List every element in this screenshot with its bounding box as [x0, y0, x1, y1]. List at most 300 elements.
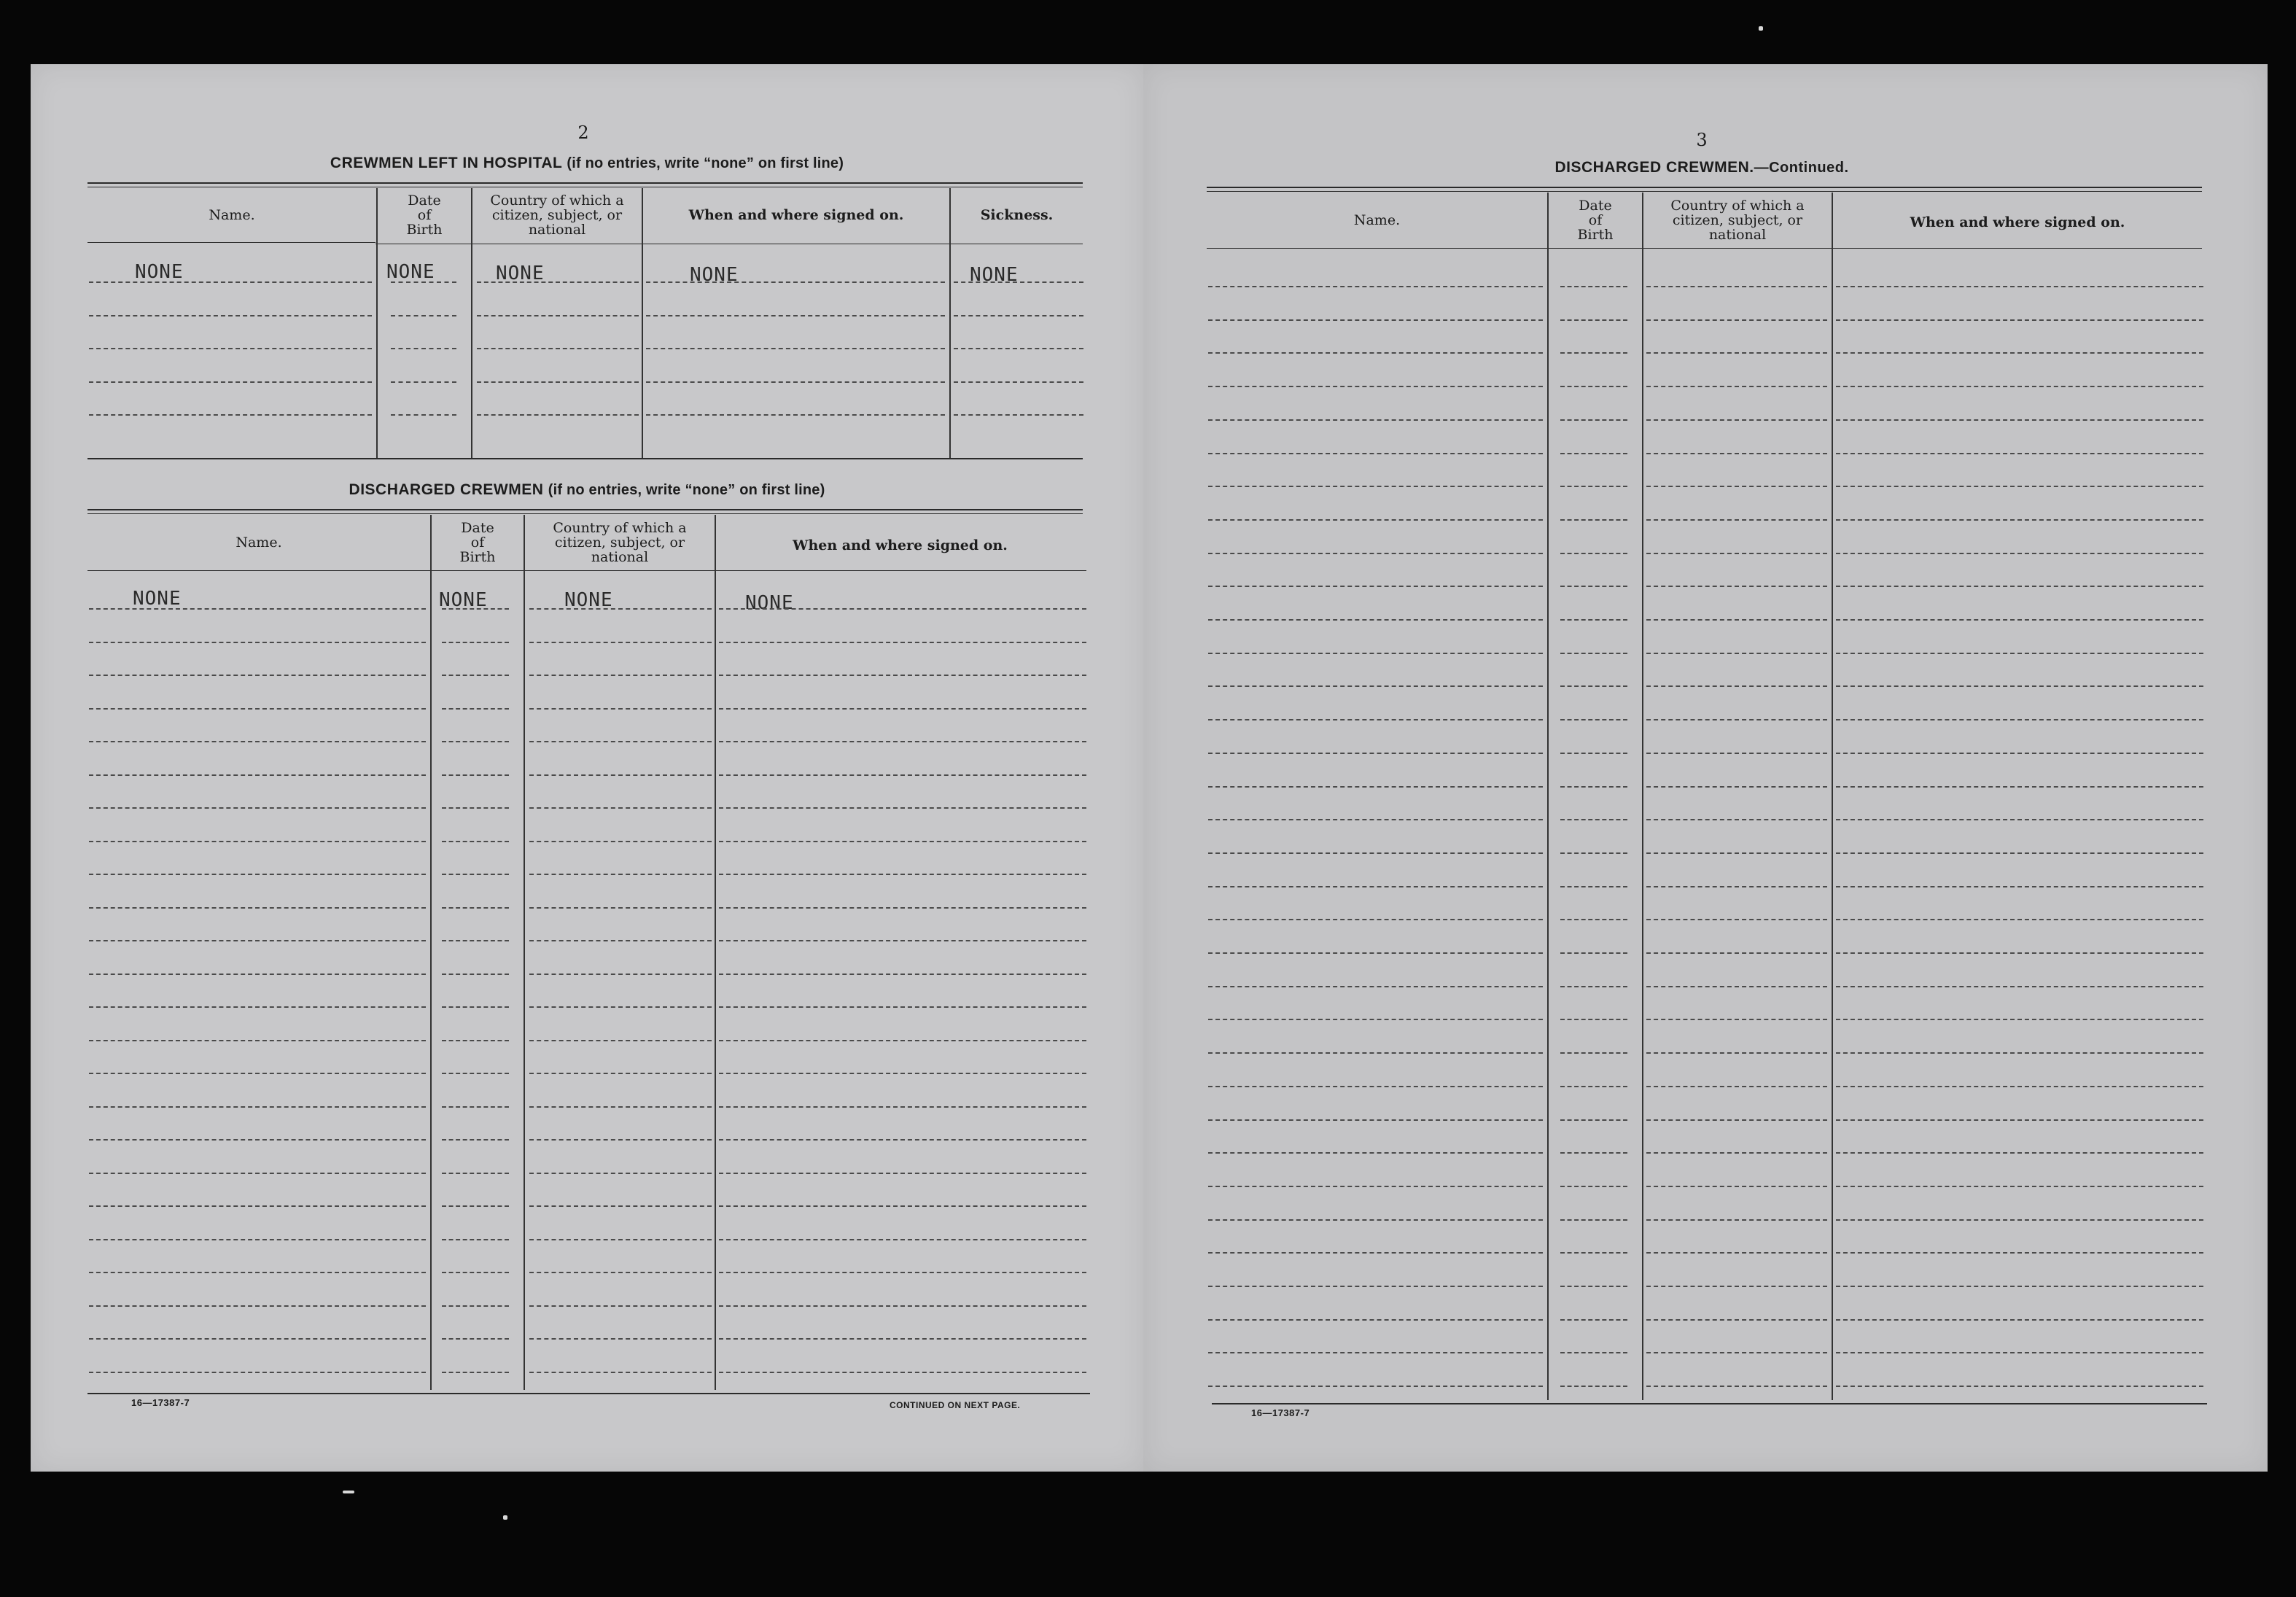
right-title-suffix: —Continued.	[1754, 160, 1849, 176]
discharged-top-rule-2	[87, 513, 1083, 514]
entry-line	[89, 675, 426, 676]
entry-line	[1836, 1219, 2203, 1221]
entry-line	[529, 774, 712, 776]
entry-line	[529, 1173, 712, 1174]
entry-line	[1646, 1152, 1827, 1154]
entry-line	[1208, 553, 1543, 554]
entry-line	[1836, 1019, 2203, 1020]
entry-line	[442, 708, 509, 710]
entry-line	[1560, 1052, 1627, 1054]
entry-line	[89, 940, 426, 941]
entry-line	[1560, 1319, 1627, 1321]
entry-line	[89, 841, 426, 842]
entry-line	[1836, 453, 2203, 454]
entry-line	[1560, 286, 1627, 287]
hospital-section-title	[330, 155, 844, 172]
entry-line	[1836, 286, 2203, 287]
entry-line	[1208, 352, 1543, 354]
entry-line	[1208, 386, 1543, 387]
hospital-bottom-rule	[87, 458, 1083, 459]
dust-speck	[1759, 26, 1763, 31]
entry-line	[1208, 286, 1543, 287]
entry-line	[1836, 1152, 2203, 1154]
entry-line	[529, 1372, 712, 1373]
entry-line	[442, 1139, 509, 1141]
entry-line	[442, 1305, 509, 1307]
entry-line	[89, 1139, 426, 1141]
entry-line	[954, 414, 1083, 416]
entry-line	[1560, 319, 1627, 321]
entry-line	[1560, 819, 1627, 820]
right-header-dob: Date of Birth	[1577, 198, 1614, 243]
entry-line	[719, 907, 1086, 909]
entry-line	[719, 1305, 1086, 1307]
entry-line	[719, 708, 1086, 710]
entry-line	[1208, 1152, 1543, 1154]
discharged-col-divider	[430, 515, 432, 1390]
entry-line	[954, 348, 1083, 349]
entry-line	[954, 281, 1083, 283]
entry-line	[442, 841, 509, 842]
entry-line	[1208, 1186, 1543, 1187]
entry-line	[1836, 886, 2203, 887]
entry-line	[89, 1272, 426, 1273]
entry-line	[89, 1106, 426, 1108]
entry-line	[1836, 653, 2203, 654]
entry-line	[1646, 1286, 1827, 1287]
dust-speck	[343, 1491, 354, 1493]
entry-line	[1208, 919, 1543, 920]
entry-line	[1208, 486, 1543, 487]
entry-line	[719, 675, 1086, 676]
entry-line	[1836, 1352, 2203, 1353]
entry-line	[1836, 419, 2203, 421]
entry-line	[1646, 1119, 1827, 1121]
entry-line	[529, 974, 712, 975]
right-header-name: Name.	[1353, 212, 1401, 228]
hospital-entry-sickness: NONE	[970, 264, 1019, 286]
page-number-right: 3	[1696, 130, 1708, 150]
entry-line	[89, 774, 426, 776]
discharged-top-rule	[87, 509, 1083, 510]
entry-line	[1836, 685, 2203, 687]
hospital-header-when-where: When and where signed on.	[688, 207, 904, 223]
entry-line	[529, 741, 712, 742]
entry-line	[1208, 519, 1543, 521]
entry-line	[1560, 952, 1627, 954]
entry-line	[719, 774, 1086, 776]
right-col-divider	[1547, 193, 1549, 1400]
entry-line	[477, 281, 639, 283]
entry-line	[391, 281, 456, 283]
entry-line	[646, 348, 945, 349]
entry-line	[529, 1272, 712, 1273]
entry-line	[89, 1338, 426, 1340]
entry-line	[1208, 1286, 1543, 1287]
entry-line	[89, 974, 426, 975]
entry-line	[1560, 986, 1627, 987]
entry-line	[1836, 753, 2203, 754]
entry-line	[1560, 719, 1627, 720]
entry-line	[442, 675, 509, 676]
entry-line	[442, 1272, 509, 1273]
entry-line	[442, 1372, 509, 1373]
entry-line	[719, 1106, 1086, 1108]
hospital-title-note: (if no entries, write “none” on first line)	[567, 155, 844, 171]
entry-line	[1208, 1052, 1543, 1054]
entry-line	[1208, 319, 1543, 321]
hospital-header-name: Name.	[209, 207, 255, 223]
entry-line	[1836, 319, 2203, 321]
entry-line	[719, 608, 1086, 610]
entry-line	[646, 281, 945, 283]
discharged-entry-dob: NONE	[439, 589, 488, 611]
entry-line	[1836, 1052, 2203, 1054]
entry-line	[1836, 852, 2203, 854]
right-section-title	[1554, 159, 1848, 176]
entry-line	[442, 1239, 509, 1240]
entry-line	[1208, 1352, 1543, 1353]
entry-line	[1560, 653, 1627, 654]
entry-line	[719, 1073, 1086, 1074]
entry-line	[477, 348, 639, 349]
entry-line	[529, 1106, 712, 1108]
entry-line	[1208, 819, 1543, 820]
entry-line	[1646, 1019, 1827, 1020]
entry-line	[1646, 819, 1827, 820]
entry-line	[1208, 886, 1543, 887]
entry-line	[391, 381, 456, 383]
entry-line	[1646, 886, 1827, 887]
entry-line	[529, 608, 712, 610]
entry-line	[89, 907, 426, 909]
entry-line	[719, 807, 1086, 809]
entry-line	[1646, 386, 1827, 387]
entry-line	[1836, 352, 2203, 354]
entry-line	[1836, 986, 2203, 987]
hospital-header-country: Country of which a citizen, subject, or national	[490, 193, 624, 238]
footer-form-code-right: 16—17387-7	[1251, 1407, 1310, 1418]
entry-line	[1560, 386, 1627, 387]
entry-line	[1646, 519, 1827, 521]
entry-line	[1646, 419, 1827, 421]
entry-line	[1836, 952, 2203, 954]
entry-line	[391, 414, 456, 416]
entry-line	[1560, 1219, 1627, 1221]
right-bottom-rule	[1212, 1403, 2207, 1404]
entry-line	[1836, 619, 2203, 621]
entry-line	[646, 315, 945, 316]
entry-line	[1646, 719, 1827, 720]
entry-line	[719, 1239, 1086, 1240]
entry-line	[1208, 1319, 1543, 1321]
entry-line	[1836, 1186, 2203, 1187]
entry-line	[89, 1040, 426, 1041]
right-col-divider	[1832, 193, 1833, 1400]
entry-line	[1208, 1219, 1543, 1221]
entry-line	[1560, 1252, 1627, 1254]
entry-line	[1646, 453, 1827, 454]
entry-line	[1836, 919, 2203, 920]
entry-line	[719, 1272, 1086, 1273]
entry-line	[89, 608, 426, 610]
entry-line	[477, 381, 639, 383]
entry-line	[719, 1006, 1086, 1008]
entry-line	[89, 1205, 426, 1207]
entry-line	[529, 1040, 712, 1041]
entry-line	[529, 1139, 712, 1141]
entry-line	[1560, 852, 1627, 854]
entry-line	[442, 974, 509, 975]
entry-line	[646, 381, 945, 383]
discharged-header-dob: Date of Birth	[459, 520, 496, 565]
discharged-title-note: (if no entries, write “none” on first line)	[548, 482, 825, 498]
entry-line	[1836, 1252, 2203, 1254]
right-title-text: DISCHARGED CREWMEN.	[1554, 159, 1754, 176]
dust-speck	[503, 1515, 507, 1520]
entry-line	[89, 708, 426, 710]
entry-line	[1836, 719, 2203, 720]
entry-line	[1836, 519, 2203, 521]
entry-line	[1836, 1319, 2203, 1321]
entry-line	[1646, 586, 1827, 587]
entry-line	[1208, 685, 1543, 687]
entry-line	[719, 974, 1086, 975]
hospital-title-text: CREWMEN LEFT IN HOSPITAL	[330, 155, 562, 171]
right-col-divider	[1642, 193, 1643, 1400]
entry-line	[1646, 852, 1827, 854]
entry-line	[1560, 519, 1627, 521]
entry-line	[1560, 1152, 1627, 1154]
entry-line	[1208, 619, 1543, 621]
entry-line	[1646, 352, 1827, 354]
entry-line	[1560, 1119, 1627, 1121]
hospital-header-rule	[87, 242, 375, 243]
entry-line	[1646, 685, 1827, 687]
entry-line	[1836, 1386, 2203, 1387]
entry-line	[442, 642, 509, 643]
entry-line	[529, 1006, 712, 1008]
entry-line	[529, 708, 712, 710]
entry-line	[1208, 852, 1543, 854]
entry-line	[1208, 1019, 1543, 1020]
entry-line	[1560, 1019, 1627, 1020]
right-top-rule	[1207, 187, 2202, 188]
discharged-entry-name: NONE	[133, 588, 182, 610]
discharged-header-country: Country of which a citizen, subject, or national	[553, 520, 687, 565]
entry-line	[1646, 286, 1827, 287]
entry-line	[529, 1305, 712, 1307]
entry-line	[89, 642, 426, 643]
entry-line	[442, 940, 509, 941]
entry-line	[442, 874, 509, 875]
entry-line	[1560, 586, 1627, 587]
discharged-section-title	[349, 481, 825, 499]
entry-line	[1560, 1186, 1627, 1187]
entry-line	[719, 940, 1086, 941]
entry-line	[529, 1239, 712, 1240]
entry-line	[1208, 952, 1543, 954]
entry-line	[89, 1073, 426, 1074]
entry-line	[1560, 886, 1627, 887]
entry-line	[1208, 1119, 1543, 1121]
entry-line	[1646, 319, 1827, 321]
discharged-col-divider	[524, 515, 525, 1390]
entry-line	[391, 315, 456, 316]
entry-line	[442, 1073, 509, 1074]
entry-line	[1208, 719, 1543, 720]
entry-line	[442, 1205, 509, 1207]
entry-line	[1560, 486, 1627, 487]
entry-line	[89, 1239, 426, 1240]
entry-line	[1646, 1219, 1827, 1221]
discharged-entry-country: NONE	[564, 589, 613, 611]
entry-line	[529, 841, 712, 842]
entry-line	[1646, 1352, 1827, 1353]
entry-line	[1646, 1186, 1827, 1187]
entry-line	[1646, 919, 1827, 920]
entry-line	[529, 1338, 712, 1340]
entry-line	[529, 807, 712, 809]
hospital-entry-dob: NONE	[386, 261, 435, 283]
entry-line	[1560, 786, 1627, 788]
entry-line	[1560, 553, 1627, 554]
entry-line	[477, 315, 639, 316]
right-form-page	[1143, 64, 2268, 1472]
entry-line	[719, 874, 1086, 875]
entry-line	[89, 348, 372, 349]
discharged-bottom-rule	[87, 1393, 1090, 1394]
entry-line	[442, 807, 509, 809]
footer-continued: CONTINUED ON NEXT PAGE.	[890, 1400, 1021, 1410]
entry-line	[1646, 486, 1827, 487]
hospital-header-dob: Date of Birth	[406, 193, 443, 238]
entry-line	[442, 1040, 509, 1041]
entry-line	[89, 281, 372, 283]
entry-line	[529, 675, 712, 676]
discharged-header-when-where: When and where signed on.	[793, 537, 1008, 553]
entry-line	[1560, 619, 1627, 621]
entry-line	[719, 642, 1086, 643]
right-header-when-where: When and where signed on.	[1910, 214, 2125, 230]
entry-line	[1560, 419, 1627, 421]
entry-line	[442, 907, 509, 909]
entry-line	[1646, 553, 1827, 554]
entry-line	[1208, 1252, 1543, 1254]
entry-line	[1208, 1086, 1543, 1087]
entry-line	[1208, 1386, 1543, 1387]
entry-line	[1560, 685, 1627, 687]
entry-line	[529, 1205, 712, 1207]
discharged-title-text: DISCHARGED CREWMEN	[349, 481, 544, 498]
entry-line	[1646, 653, 1827, 654]
entry-line	[1208, 653, 1543, 654]
entry-line	[1560, 1386, 1627, 1387]
entry-line	[1646, 1086, 1827, 1087]
entry-line	[719, 1040, 1086, 1041]
entry-line	[646, 414, 945, 416]
entry-line	[442, 741, 509, 742]
entry-line	[719, 1338, 1086, 1340]
discharged-entry-when-where: NONE	[745, 592, 794, 614]
entry-line	[1646, 1319, 1827, 1321]
entry-line	[1208, 786, 1543, 788]
entry-line	[442, 774, 509, 776]
entry-line	[1836, 1286, 2203, 1287]
entry-line	[89, 1173, 426, 1174]
entry-line	[1208, 586, 1543, 587]
entry-line	[89, 741, 426, 742]
entry-line	[1560, 919, 1627, 920]
entry-line	[1646, 1386, 1827, 1387]
entry-line	[954, 381, 1083, 383]
entry-line	[719, 841, 1086, 842]
entry-line	[1836, 819, 2203, 820]
entry-line	[1208, 753, 1543, 754]
discharged-header-name: Name.	[236, 535, 282, 551]
entry-line	[1208, 986, 1543, 987]
hospital-entry-name: NONE	[135, 261, 184, 283]
entry-line	[89, 414, 372, 416]
entry-line	[1646, 786, 1827, 788]
entry-line	[1560, 352, 1627, 354]
hospital-header-sickness: Sickness.	[980, 207, 1054, 223]
entry-line	[1836, 553, 2203, 554]
hospital-entry-country: NONE	[496, 263, 545, 284]
entry-line	[529, 642, 712, 643]
entry-line	[1646, 986, 1827, 987]
entry-line	[719, 1173, 1086, 1174]
entry-line	[1646, 1252, 1827, 1254]
entry-line	[1836, 786, 2203, 788]
entry-line	[1208, 419, 1543, 421]
entry-line	[89, 1372, 426, 1373]
entry-line	[1560, 753, 1627, 754]
right-header-country: Country of which a citizen, subject, or national	[1670, 198, 1805, 243]
entry-line	[1560, 1086, 1627, 1087]
entry-line	[1836, 586, 2203, 587]
entry-line	[442, 1106, 509, 1108]
entry-line	[1836, 386, 2203, 387]
entry-line	[89, 315, 372, 316]
entry-line	[1560, 1352, 1627, 1353]
entry-line	[442, 1338, 509, 1340]
entry-line	[442, 1006, 509, 1008]
entry-line	[391, 348, 456, 349]
entry-line	[719, 1139, 1086, 1141]
entry-line	[719, 1372, 1086, 1373]
entry-line	[529, 907, 712, 909]
entry-line	[89, 807, 426, 809]
entry-line	[1560, 1286, 1627, 1287]
hospital-entry-when-where: NONE	[690, 264, 739, 286]
entry-line	[89, 381, 372, 383]
entry-line	[1836, 1119, 2203, 1121]
entry-line	[1646, 952, 1827, 954]
entry-line	[1836, 1086, 2203, 1087]
entry-line	[89, 874, 426, 875]
entry-line	[529, 1073, 712, 1074]
entry-line	[477, 414, 639, 416]
entry-line	[1646, 753, 1827, 754]
entry-line	[442, 608, 509, 610]
entry-line	[1646, 1052, 1827, 1054]
entry-line	[719, 1205, 1086, 1207]
entry-line	[89, 1305, 426, 1307]
entry-line	[529, 940, 712, 941]
footer-form-code-left: 16—17387-7	[131, 1397, 190, 1408]
discharged-col-divider	[715, 515, 716, 1390]
